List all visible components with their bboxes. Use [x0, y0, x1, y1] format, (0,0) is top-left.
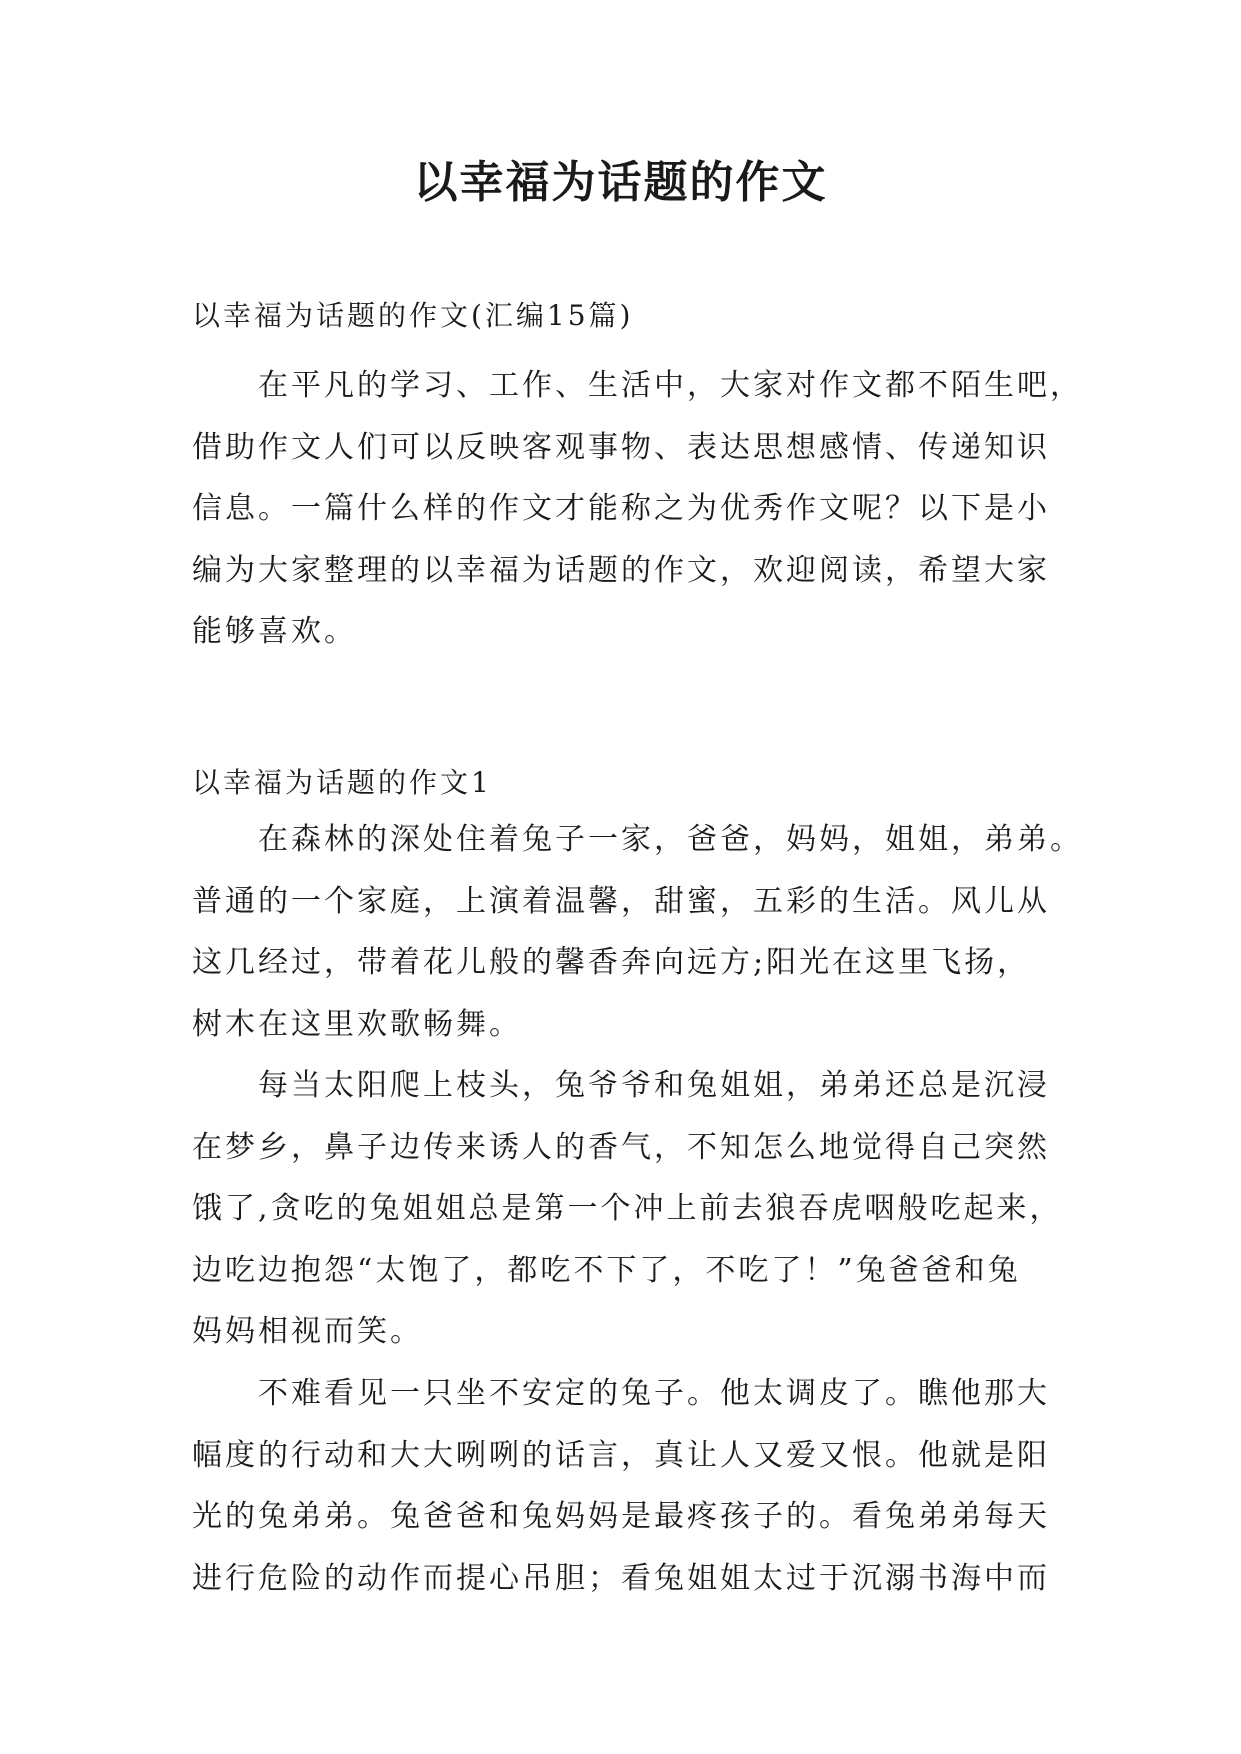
paragraph-line: 普通的一个家庭，上演着温馨，甜蜜，五彩的生活。风儿从 — [192, 883, 1050, 919]
paragraph-line: 边吃边抱怨“太饱了，都吃不下了，不吃了！”兔爸爸和兔 — [192, 1252, 1021, 1288]
paragraph-2 — [192, 1055, 1063, 1363]
paragraph-line: 光的兔弟弟。兔爸爸和兔妈妈是最疼孩子的。看兔弟弟每天 — [192, 1499, 1050, 1534]
document-title: 以幸福为话题的作文 — [413, 157, 828, 208]
paragraph-line: 在森林的深处住着兔子一家，爸爸，妈妈，姐姐，弟弟。 — [258, 822, 1083, 857]
paragraph-line: 每当太阳爬上枝头，兔爷爷和兔姐姐，弟弟还总是沉浸 — [258, 1068, 1050, 1103]
intro-line: 在平凡的学习、工作、生活中，大家对作文都不陌生吧， — [258, 368, 1083, 403]
intro-line: 编为大家整理的以幸福为话题的作文，欢迎阅读，希望大家 — [192, 552, 1050, 588]
paragraph-line: 树木在这里欢歌畅舞。 — [192, 1006, 522, 1042]
document-subtitle: 以幸福为话题的作文(汇编15篇) — [192, 299, 634, 332]
paragraph-3 — [192, 1363, 1052, 1609]
intro-paragraph — [192, 355, 1083, 663]
paragraph-line: 在梦乡，鼻子边传来诱人的香气，不知怎么地觉得自己突然 — [192, 1129, 1050, 1165]
paragraph-1 — [192, 809, 1083, 1055]
intro-line: 能够喜欢。 — [192, 614, 357, 649]
intro-line: 借助作文人们可以反映客观事物、表达思想感情、传递知识 — [192, 429, 1050, 465]
paragraph-line: 这几经过，带着花儿般的馨香奔向远方;阳光在这里飞扬， — [192, 945, 1031, 980]
paragraph-line: 饿了,贪吃的兔姐姐总是第一个冲上前去狼吞虎咽般吃起来， — [192, 1191, 1063, 1226]
paragraph-line: 幅度的行动和大大咧咧的话言，真让人又爱又恨。他就是阳 — [192, 1437, 1050, 1473]
paragraph-line: 妈妈相视而笑。 — [192, 1314, 423, 1349]
intro-line: 信息。一篇什么样的作文才能称之为优秀作文呢？以下是小 — [192, 491, 1050, 526]
section-heading: 以幸福为话题的作文1 — [192, 766, 492, 799]
paragraph-line: 不难看见一只坐不安定的兔子。他太调皮了。瞧他那大 — [258, 1376, 1050, 1411]
paragraph-line: 进行危险的动作而提心吊胆；看兔姐姐太过于沉溺书海中而 — [192, 1560, 1050, 1596]
